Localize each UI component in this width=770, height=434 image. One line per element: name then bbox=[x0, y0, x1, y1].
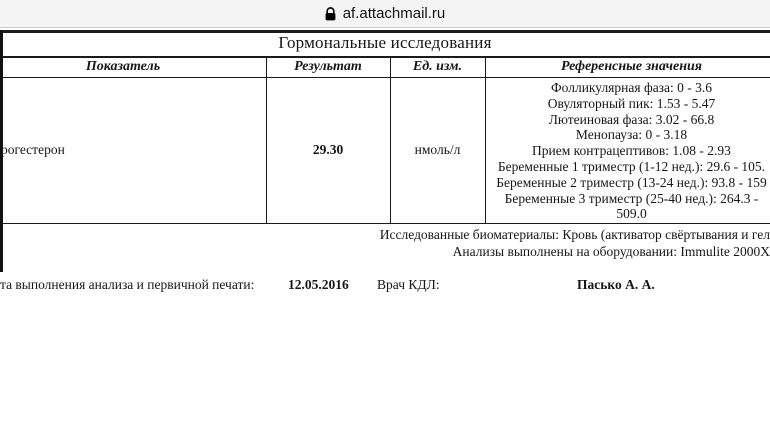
doctor-label: Врач КДЛ: bbox=[377, 277, 440, 292]
column-header-result: Результат bbox=[294, 59, 362, 74]
report-title: Гормональные исследования bbox=[278, 33, 492, 52]
reference-line: Лютеиновая фаза: 3.02 - 66.8 bbox=[548, 111, 715, 127]
column-header-reference: Референсные значения bbox=[561, 59, 702, 74]
reference-line: Овуляторный пик: 1.53 - 5.47 bbox=[547, 95, 716, 111]
reference-line: Беременные 3 триместр (25-40 нед.): 264.3 - bbox=[504, 190, 759, 206]
reference-line: Беременные 1 триместр (1-12 нед.): 29.6 - 105. bbox=[497, 158, 766, 174]
url-text: af.attachmail.ru bbox=[342, 5, 446, 22]
lock-icon[interactable] bbox=[325, 7, 336, 21]
biomaterials-note: Исследованные биоматериалы: Кровь (активатор свёртывания и гел bbox=[379, 227, 770, 242]
print-date-label: та выполнения анализа и первичной печати: bbox=[0, 277, 255, 292]
print-date-value: 12.05.2016 bbox=[288, 277, 349, 292]
equipment-note: Анализы выполнены на оборудовании: Immulite 2000X bbox=[452, 244, 770, 259]
column-header-units: Ед. изм. bbox=[412, 59, 463, 74]
column-header-indicator: Показатель bbox=[85, 59, 161, 74]
sample-notes bbox=[0, 226, 770, 260]
reference-line: Менопауза: 0 - 3.18 bbox=[575, 127, 688, 143]
result-cell: 29.30 bbox=[312, 142, 344, 157]
browser-url-bar[interactable] bbox=[0, 0, 770, 28]
reference-line: Фолликулярная фаза: 0 - 3.6 bbox=[550, 80, 713, 95]
table-outer-bottom-border bbox=[0, 223, 770, 225]
reference-line: Беременные 2 триместр (13-24 нед.): 93.8 - 159 bbox=[496, 174, 767, 190]
reference-values-cell bbox=[485, 80, 770, 222]
report-footer bbox=[0, 277, 770, 293]
doctor-name: Пасько А. А. bbox=[577, 277, 655, 292]
reference-line: Прием контрацептивов: 1.08 - 2.93 bbox=[532, 143, 731, 159]
units-cell: нмоль/л bbox=[414, 142, 461, 157]
reference-line: 509.0 bbox=[616, 206, 647, 222]
indicator-cell: рогестерон bbox=[1, 142, 65, 157]
